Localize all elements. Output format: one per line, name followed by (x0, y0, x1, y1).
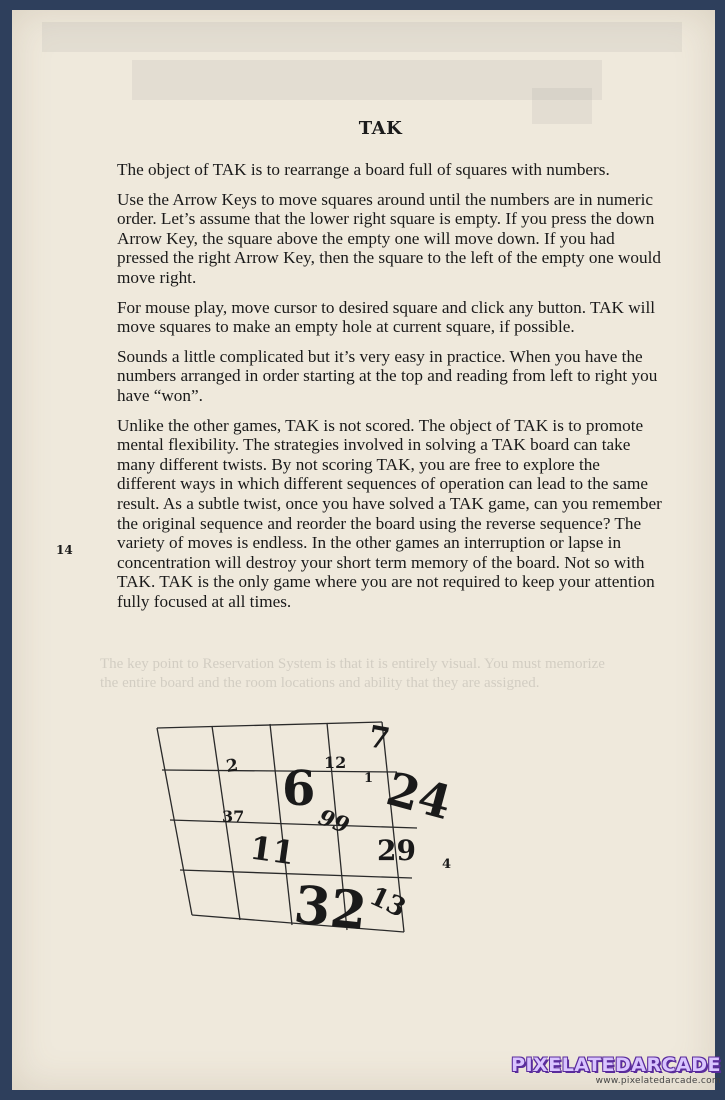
board-number: 2 (224, 755, 240, 777)
paragraph: For mouse play, move cursor to desired square and click any button. TAK will move squares to make an empty hole at current square, if possible. (117, 297, 656, 337)
grid-line (270, 724, 292, 925)
grid-line (157, 728, 192, 915)
page-number: 14 (56, 543, 73, 557)
board-number: 11 (247, 828, 297, 873)
board-number: 24 (381, 761, 457, 831)
board-number: 37 (222, 807, 245, 826)
paragraph: Unlike the other games, TAK is not scored. The object of TAK is to promote mental flexibility. The strategies involved in solving a TAK board can take many different twists. By not scoring TAK, you are free to explore the different ways in which different sequences of operation can lead to the same result. As a subtle twist, once you have solved a TAK game, can you remember the original sequence and reorder the board using the reverse sequence? The variety of moves is endless. In the other games an interruption or lapse in concentration will destroy your short term memory of the board. Not so with TAK. TAK is the only game where you are not required to keep your attention fully focused at all times. (117, 415, 662, 611)
grid-line (162, 770, 397, 772)
body-text (117, 160, 662, 621)
grid-line (170, 820, 417, 828)
site-watermark (511, 1054, 721, 1086)
board-number: 29 (377, 834, 416, 867)
board-number: 13 (364, 881, 411, 924)
paragraph: Sounds a little complicated but it’s very easy in practice. When you have the numbers arranged in order starting at the top and reading from left to right you have “won”. (117, 346, 658, 405)
bleed-through-block (42, 22, 682, 52)
page-title: TAK (358, 118, 403, 139)
board-number: 32 (291, 874, 370, 943)
paragraph: Use the Arrow Keys to move squares around until the numbers are in numeric order. Let’s assume that the lower right square is empty. If you press the down Arrow Key, the square above the empty one will move down. If you had pressed the right Arrow Key, then the square to the left of the empty one would move right. (117, 189, 661, 287)
bleed-through-text: The key point to Reservation System is that it is entirely visual. You must memorize the entire board and the room locations and ability that they are assigned. (100, 656, 605, 691)
watermark-brand: PIXELATEDARCADE (511, 1054, 721, 1076)
board-number: 1 (364, 771, 374, 786)
board-number: 99 (314, 804, 353, 840)
board-number: 12 (324, 753, 347, 772)
tak-board-illustration (142, 710, 472, 960)
manual-page (12, 10, 715, 1090)
paragraph: The object of TAK is to rearrange a board full of squares with numbers. (117, 160, 610, 179)
board-number: 7 (365, 719, 393, 758)
board-number: 4 (442, 857, 452, 872)
board-number: 6 (282, 761, 316, 817)
watermark-url: www.pixelatedarcade.com (595, 1076, 721, 1086)
grid-line (180, 870, 412, 878)
